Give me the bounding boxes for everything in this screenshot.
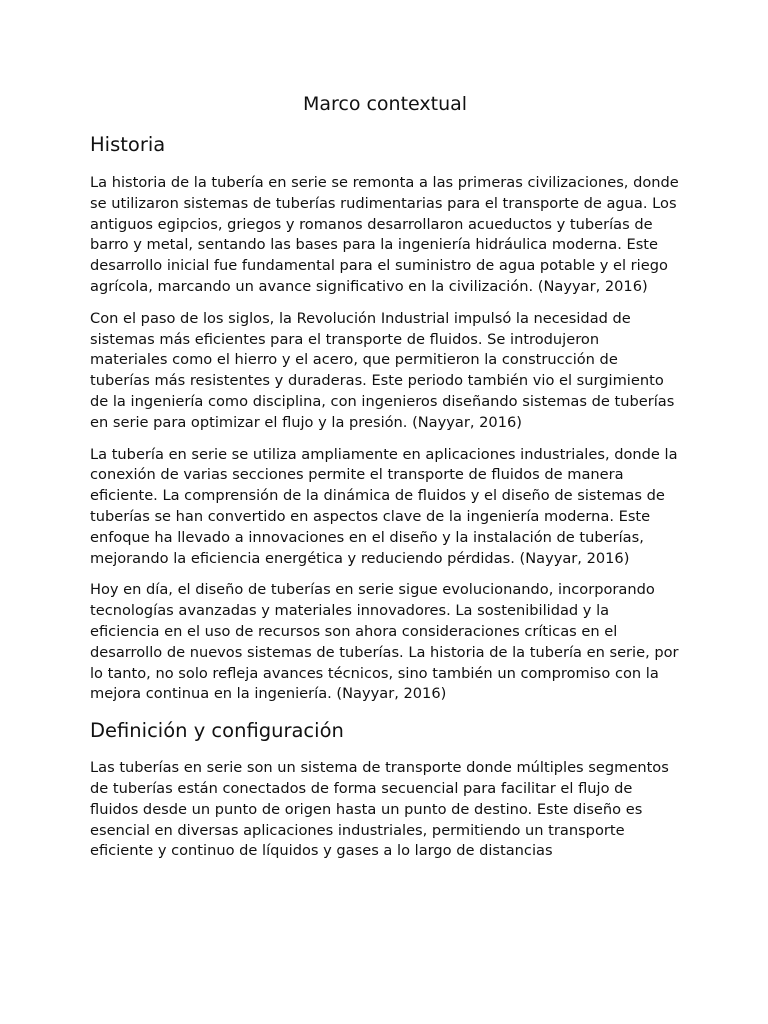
definicion-paragraph-1: Las tuberías en serie son un sistema de transporte donde múltiples segmentos de tuberías están conectados de forma secuencial para facilitar el flujo de fluidos desde un punto de origen hasta un punto de destino. Este diseño es esencial en diversas aplicaciones industriales, permitiendo un transporte eficiente y continuo de líquidos y gases a lo largo de distancias bbox=[90, 759, 669, 860]
historia-paragraph-1: La historia de la tubería en serie se remonta a las primeras civilizaciones, donde se utilizaron sistemas de tuberías rudimentarias para el transporte de agua. Los antiguos egipcios, griegos y romanos desarrollaron acueductos y tuberías de barro y metal, sentando las bases para la ingeniería hidráulica moderna. Este desarrollo inicial fue fundamental para el suministro de agua potable y el riego agrícola, marcando un avance significativo en la civilización. (Nayyar, 2016) bbox=[90, 174, 679, 295]
section-historia bbox=[90, 131, 680, 705]
document-title: Marco contextual bbox=[302, 93, 468, 115]
section-heading-historia: Historia bbox=[90, 133, 166, 156]
historia-paragraph-2: Con el paso de los siglos, la Revolución Industrial impulsó la necesidad de sistemas más eficientes para el transporte de fluidos. Se introdujeron materiales como el hierro y el acero, que permitieron la construcción de tuberías más resistentes y duraderas. Este periodo también vio el surgimiento de la ingeniería como disciplina, con ingenieros diseñando sistemas de tuberías en serie para optimizar el flujo y la presión. (Nayyar, 2016) bbox=[90, 309, 675, 431]
section-definicion bbox=[90, 717, 680, 862]
section-heading-definicion: Definición y configuración bbox=[90, 719, 344, 743]
document-page bbox=[90, 90, 680, 862]
historia-paragraph-3: La tubería en serie se utiliza ampliamente en aplicaciones industriales, donde la conexión de varias secciones permite el transporte de fluidos de manera eficiente. La comprensión de la dinámica de fluidos y el diseño de sistemas de tuberías se han convertido en aspectos clave de la ingeniería moderna. Este enfoque ha llevado a innovaciones en el diseño y la instalación de tuberías, mejorando la eficiencia energética y reduciendo pérdidas. (Nayyar, 2016) bbox=[90, 445, 678, 567]
historia-paragraph-4: Hoy en día, el diseño de tuberías en serie sigue evolucionando, incorporando tecnologías avanzadas y materiales innovadores. La sostenibilidad y la eficiencia en el uso de recursos son ahora consideraciones críticas en el desarrollo de nuevos sistemas de tuberías. La historia de la tubería en serie, por lo tanto, no solo refleja avances técnicos, sino también un compromiso con la mejora continua en la ingeniería. (Nayyar, 2016) bbox=[90, 581, 679, 703]
